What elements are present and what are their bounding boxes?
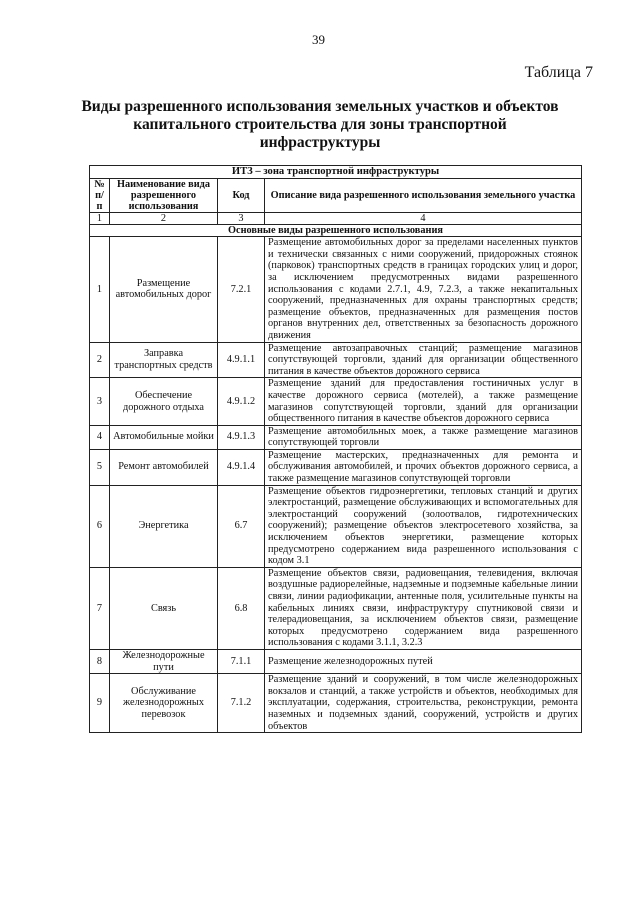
- row-code: 4.9.1.2: [218, 378, 265, 425]
- table-row: [90, 378, 582, 425]
- table-row: [90, 425, 582, 449]
- table-row: [90, 342, 582, 378]
- row-number: 6: [90, 485, 110, 567]
- row-number: 1: [90, 237, 110, 342]
- table-label: Таблица 7: [524, 64, 593, 81]
- row-code: 6.7: [218, 485, 265, 567]
- section-heading: Основные виды разрешенного использования: [90, 224, 582, 237]
- row-description: Размещение объектов гидроэнергетики, тепловых станций и других электростанций, размещение обслуживающих и вспомогательных для электростанций сооружений (золоотвалов, гидротехнических сооружений); размещение объектов электросетевого хозяйства, за исключением объектов энергетики, размещение которых предусмотрено содержанием вида разрешенного использования с кодом 3.1: [265, 485, 582, 567]
- table-row: [90, 674, 582, 733]
- row-number: 2: [90, 342, 110, 378]
- column-index: 3: [218, 212, 265, 224]
- header-desc: Описание вида разрешенного использования земельного участка: [265, 178, 582, 212]
- row-name: Автомобильные мойки: [110, 425, 218, 449]
- row-name: Железнодорожные пути: [110, 649, 218, 673]
- row-description: Размещение автомобильных дорог за пределами населенных пунктов и технически связанных с ними сооружений, придорожных стоянок (парковок) транспортных средств в границах городских улиц и дорог, за исключением предусмотренных видами разрешенного использования с кодами 2.7.1, 4.9, 7.2.3, а также некапитальных сооружений, предназначенных для охраны транспортных средств; размещение объектов, предназначенных для размещения постов органов внутренних дел, ответственных за безопасность дорожного движения: [265, 237, 582, 342]
- row-description: Размещение автозаправочных станций; размещение магазинов сопутствующей торговли, зданий для организации общественного питания в качестве объектов дорожного сервиса: [265, 342, 582, 378]
- row-name: Ремонт автомобилей: [110, 449, 218, 485]
- row-description: Размещение мастерских, предназначенных для ремонта и обслуживания автомобилей, и прочих объектов дорожного сервиса, а также размещение магазинов сопутствующей торговли: [265, 449, 582, 485]
- document-title: Виды разрешенного использования земельных участков и объектов капитального строительства для зоны транспортной инфраструктуры: [81, 98, 559, 151]
- header-code: Код: [218, 178, 265, 212]
- row-code: 7.1.2: [218, 674, 265, 733]
- row-number: 4: [90, 425, 110, 449]
- column-index: 1: [90, 212, 110, 224]
- table-row: [90, 449, 582, 485]
- row-number: 8: [90, 649, 110, 673]
- column-index: 4: [265, 212, 582, 224]
- row-name: Энергетика: [110, 485, 218, 567]
- column-index: 2: [110, 212, 218, 224]
- row-code: 7.2.1: [218, 237, 265, 342]
- table-row: [90, 237, 582, 342]
- row-description: Размещение железнодорожных путей: [265, 649, 582, 673]
- row-description: Размещение объектов связи, радиовещания, телевидения, включая воздушные радиорелейные, надземные и подземные кабельные линии связи, линии радиофикации, антенные поля, усилительные пункты на кабельных линиях связи, инфраструктуру спутниковой связи и телерадиовещания, за исключением объектов связи, размещение которых предусмотрено содержанием вида разрешенного использования с кодами 3.1.1, 3.2.3: [265, 567, 582, 649]
- row-code: 4.9.1.3: [218, 425, 265, 449]
- table-row: [90, 649, 582, 673]
- land-use-table: [89, 165, 582, 733]
- table-row: [90, 567, 582, 649]
- row-name: Обслуживание железнодорожных перевозок: [110, 674, 218, 733]
- row-name: Связь: [110, 567, 218, 649]
- row-name: Обеспечение дорожного отдыха: [110, 378, 218, 425]
- zone-title: ИТЗ – зона транспортной инфраструктуры: [90, 166, 582, 179]
- row-code: 6.8: [218, 567, 265, 649]
- page-number: 39: [312, 32, 325, 47]
- header-num: № п/п: [90, 178, 110, 212]
- row-name: Заправка транспортных средств: [110, 342, 218, 378]
- row-code: 4.9.1.4: [218, 449, 265, 485]
- row-description: Размещение зданий для предоставления гостиничных услуг в качестве дорожного сервиса (мотелей), а также размещение магазинов сопутствующей торговли, зданий для организации общественного питания в качестве объектов дорожного сервиса: [265, 378, 582, 425]
- row-number: 7: [90, 567, 110, 649]
- row-description: Размещение автомобильных моек, а также размещение магазинов сопутствующей торговли: [265, 425, 582, 449]
- row-code: 7.1.1: [218, 649, 265, 673]
- header-name: Наименование вида разрешенного использования: [110, 178, 218, 212]
- row-number: 9: [90, 674, 110, 733]
- row-number: 5: [90, 449, 110, 485]
- row-description: Размещение зданий и сооружений, в том числе железнодорожных вокзалов и станций, а также устройств и объектов, необходимых для эксплуатации, содержания, строительства, реконструкции, ремонта наземных и подземных зданий, сооружений, устройств и других объектов: [265, 674, 582, 733]
- row-code: 4.9.1.1: [218, 342, 265, 378]
- row-name: Размещение автомобильных дорог: [110, 237, 218, 342]
- row-number: 3: [90, 378, 110, 425]
- table-row: [90, 485, 582, 567]
